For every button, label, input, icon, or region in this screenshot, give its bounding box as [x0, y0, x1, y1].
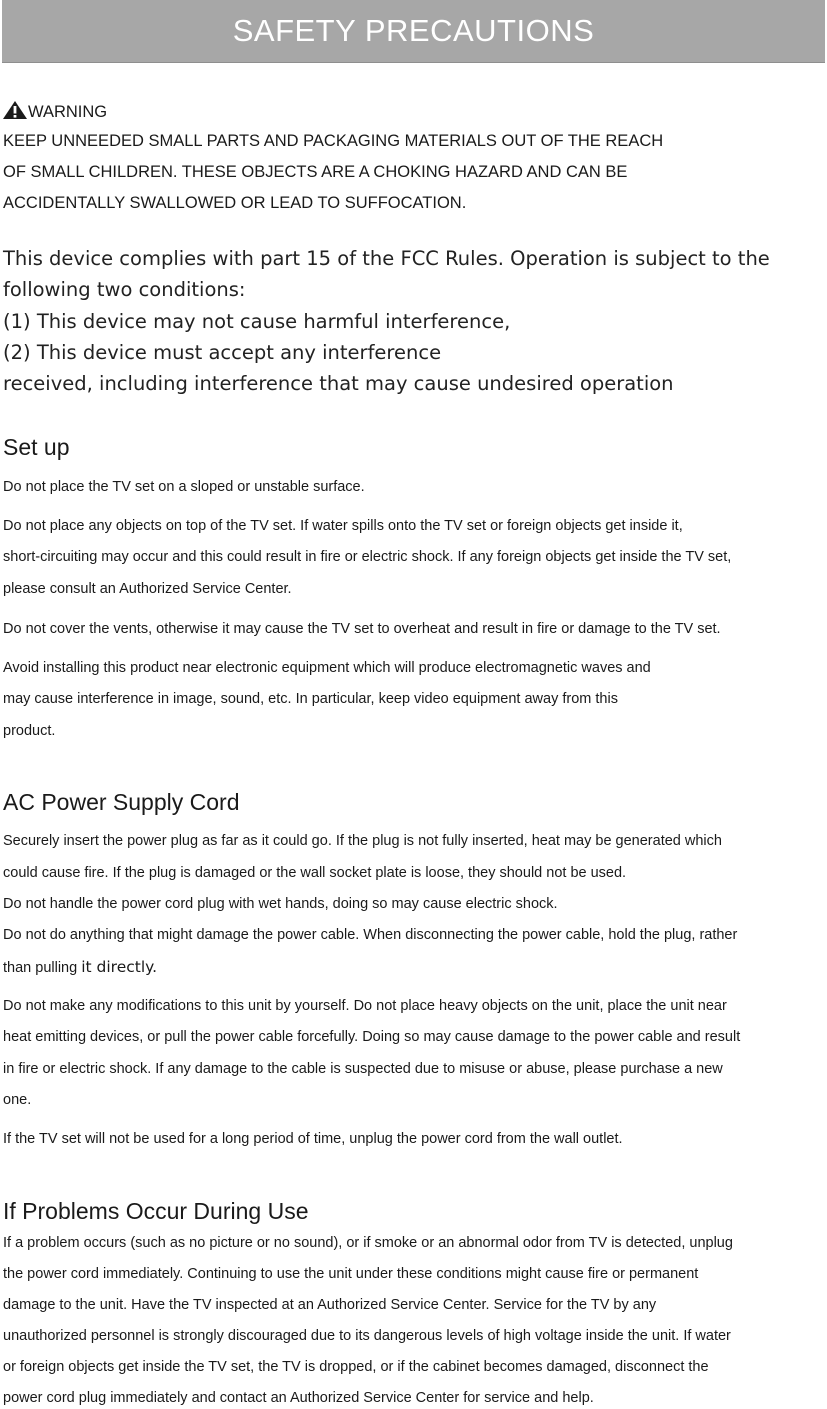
setup-line: Do not place the TV set on a sloped or unstable surface.	[3, 479, 365, 495]
ac-line: in fire or electric shock. If any damage to the cable is suspected due to misuse or abuse, please purchase a new	[3, 1061, 723, 1077]
setup-line: short-circuiting may occur and this could result in fire or electric shock. If any foreign objects get inside the TV set,	[3, 549, 732, 565]
problems-line: power cord plug immediately and contact an Authorized Service Center for service and help.	[3, 1390, 594, 1406]
ac-line: one.	[3, 1092, 32, 1108]
fcc-line: received, including interference that may cause undesired operation	[3, 372, 674, 395]
ac-line	[3, 958, 157, 976]
problems-line: unauthorized personnel is strongly discouraged due to its dangerous levels of high voltage inside the unit. If water	[3, 1328, 731, 1344]
warning-line: OF SMALL CHILDREN. THESE OBJECTS ARE A CHOKING HAZARD AND CAN BE	[3, 163, 628, 181]
fcc-line: (2) This device must accept any interference	[3, 341, 442, 364]
fcc-line: (1) This device may not cause harmful interference,	[3, 310, 511, 333]
fcc-line: following two conditions:	[3, 278, 246, 301]
problems-line: the power cord immediately. Continuing to use the unit under these conditions might cause fire or permanent	[3, 1266, 699, 1282]
ac-line: could cause fire. If the plug is damaged or the wall socket plate is loose, they should not be used.	[3, 865, 627, 881]
fcc-line: This device complies with part 15 of the FCC Rules. Operation is subject to the	[3, 247, 770, 270]
setup-line: Do not place any objects on top of the TV set. If water spills onto the TV set or foreign objects get inside it,	[3, 518, 683, 534]
setup-line: may cause interference in image, sound, etc. In particular, keep video equipment away from this	[3, 691, 618, 707]
ac-heading: AC Power Supply Cord	[3, 789, 240, 815]
setup-line: Avoid installing this product near electronic equipment which will produce electromagnetic waves and	[3, 660, 651, 676]
warning-triangle-icon	[3, 101, 27, 124]
page-title: SAFETY PRECAUTIONS	[232, 13, 595, 48]
warning-heading	[3, 101, 107, 124]
title-banner	[2, 0, 825, 63]
warning-line: KEEP UNNEEDED SMALL PARTS AND PACKAGING MATERIALS OUT OF THE REACH	[3, 132, 664, 150]
problems-line: damage to the unit. Have the TV inspected at an Authorized Service Center. Service for the TV by any	[3, 1297, 657, 1313]
ac-line: Do not handle the power cord plug with wet hands, doing so may cause electric shock.	[3, 896, 558, 912]
ac-line: Do not do anything that might damage the power cable. When disconnecting the power cable, hold the plug, rather	[3, 927, 738, 943]
setup-line: product.	[3, 723, 56, 739]
ac-line-part: it directly.	[81, 958, 158, 976]
setup-line: please consult an Authorized Service Center.	[3, 581, 292, 597]
ac-line: heat emitting devices, or pull the power cable forcefully. Doing so may cause damage to the power cable and result	[3, 1029, 741, 1045]
problems-line: or foreign objects get inside the TV set, the TV is dropped, or if the cabinet becomes damaged, disconnect the	[3, 1359, 709, 1375]
problems-heading: If Problems Occur During Use	[3, 1198, 309, 1224]
ac-line-part: than pulling	[3, 960, 82, 976]
problems-line: If a problem occurs (such as no picture or no sound), or if smoke or an abnormal odor from TV is detected, unplug	[3, 1235, 733, 1251]
setup-heading: Set up	[3, 434, 70, 460]
warning-line: ACCIDENTALLY SWALLOWED OR LEAD TO SUFFOCATION.	[3, 194, 467, 212]
ac-line: If the TV set will not be used for a long period of time, unplug the power cord from the wall outlet.	[3, 1131, 623, 1147]
setup-line: Do not cover the vents, otherwise it may cause the TV set to overheat and result in fire or damage to the TV set.	[3, 621, 721, 637]
warning-label: WARNING	[28, 103, 108, 121]
ac-line: Do not make any modifications to this unit by yourself. Do not place heavy objects on the unit, place the unit near	[3, 998, 727, 1014]
ac-line: Securely insert the power plug as far as it could go. If the plug is not fully inserted, heat may be generated which	[3, 833, 722, 849]
